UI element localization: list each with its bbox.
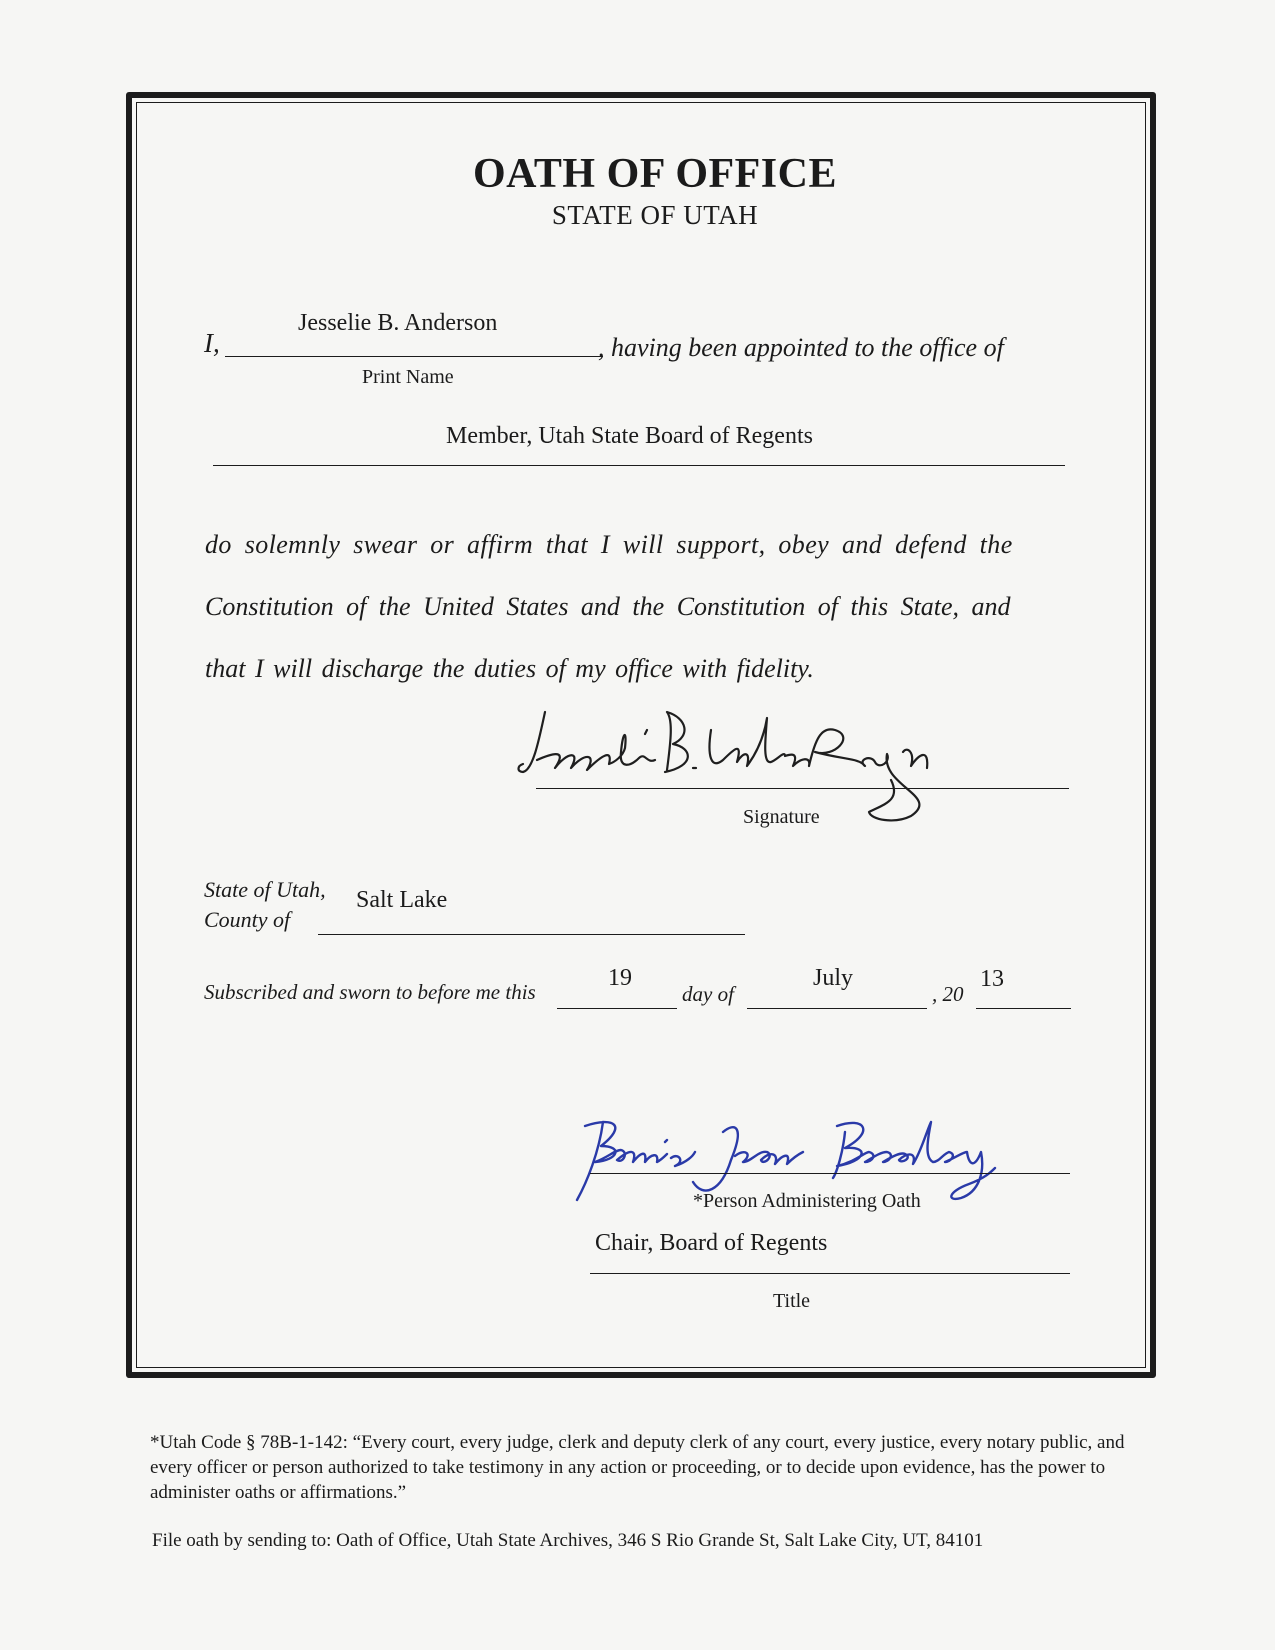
- day-line: [557, 1008, 677, 1009]
- administrator-label: *Person Administering Oath: [693, 1190, 921, 1212]
- document-title: OATH OF OFFICE: [473, 151, 837, 197]
- oath-line-1: do solemnly swear or affirm that I will support, obey and defend the: [205, 530, 1013, 559]
- county-line: [318, 934, 745, 935]
- county-label: County of: [204, 907, 291, 932]
- signature-line: [536, 788, 1069, 789]
- print-name-value[interactable]: Jesselie B. Anderson: [298, 310, 498, 336]
- year-value[interactable]: 13: [980, 966, 1004, 992]
- subscribed-text: Subscribed and sworn to before me this: [204, 980, 536, 1004]
- day-value[interactable]: 19: [608, 965, 632, 991]
- print-name-line: [225, 356, 603, 357]
- county-value[interactable]: Salt Lake: [356, 887, 448, 913]
- utah-code-footnote: *Utah Code § 78B-1-142: “Every court, every judge, clerk and deputy clerk of any court, every justice, every notary public, and every officer or person authorized to take testimony in any action or proceeding, or to decide upon evidence, has the power to administer oaths or affirmations.”: [150, 1432, 1125, 1503]
- office-line: [213, 465, 1065, 466]
- office-value[interactable]: Member, Utah State Board of Regents: [446, 423, 813, 449]
- day-of-text: day of: [682, 982, 734, 1006]
- state-label: State of Utah,: [204, 877, 326, 902]
- oath-line-2: Constitution of the United States and the Constitution of this State, and: [205, 592, 1011, 621]
- document-subtitle: STATE OF UTAH: [551, 200, 759, 230]
- appointed-text: , having been appointed to the office of: [598, 333, 1004, 362]
- year-prefix: , 20: [932, 982, 964, 1006]
- title-line: [590, 1273, 1070, 1274]
- signature-label: Signature: [743, 806, 820, 828]
- year-line: [976, 1008, 1071, 1009]
- month-line: [747, 1008, 927, 1009]
- administrator-signature-line: [590, 1173, 1070, 1174]
- title-label: Title: [773, 1290, 811, 1312]
- month-value[interactable]: July: [813, 965, 854, 991]
- file-instruction: File oath by sending to: Oath of Office, Utah State Archives, 346 S Rio Grande St, Salt Lake City, UT, 84101: [152, 1530, 984, 1551]
- print-name-label: Print Name: [362, 366, 454, 388]
- title-value[interactable]: Chair, Board of Regents: [595, 1230, 828, 1256]
- oath-line-3: that I will discharge the duties of my office with fidelity.: [205, 654, 814, 683]
- pronoun-i: I,: [204, 328, 220, 358]
